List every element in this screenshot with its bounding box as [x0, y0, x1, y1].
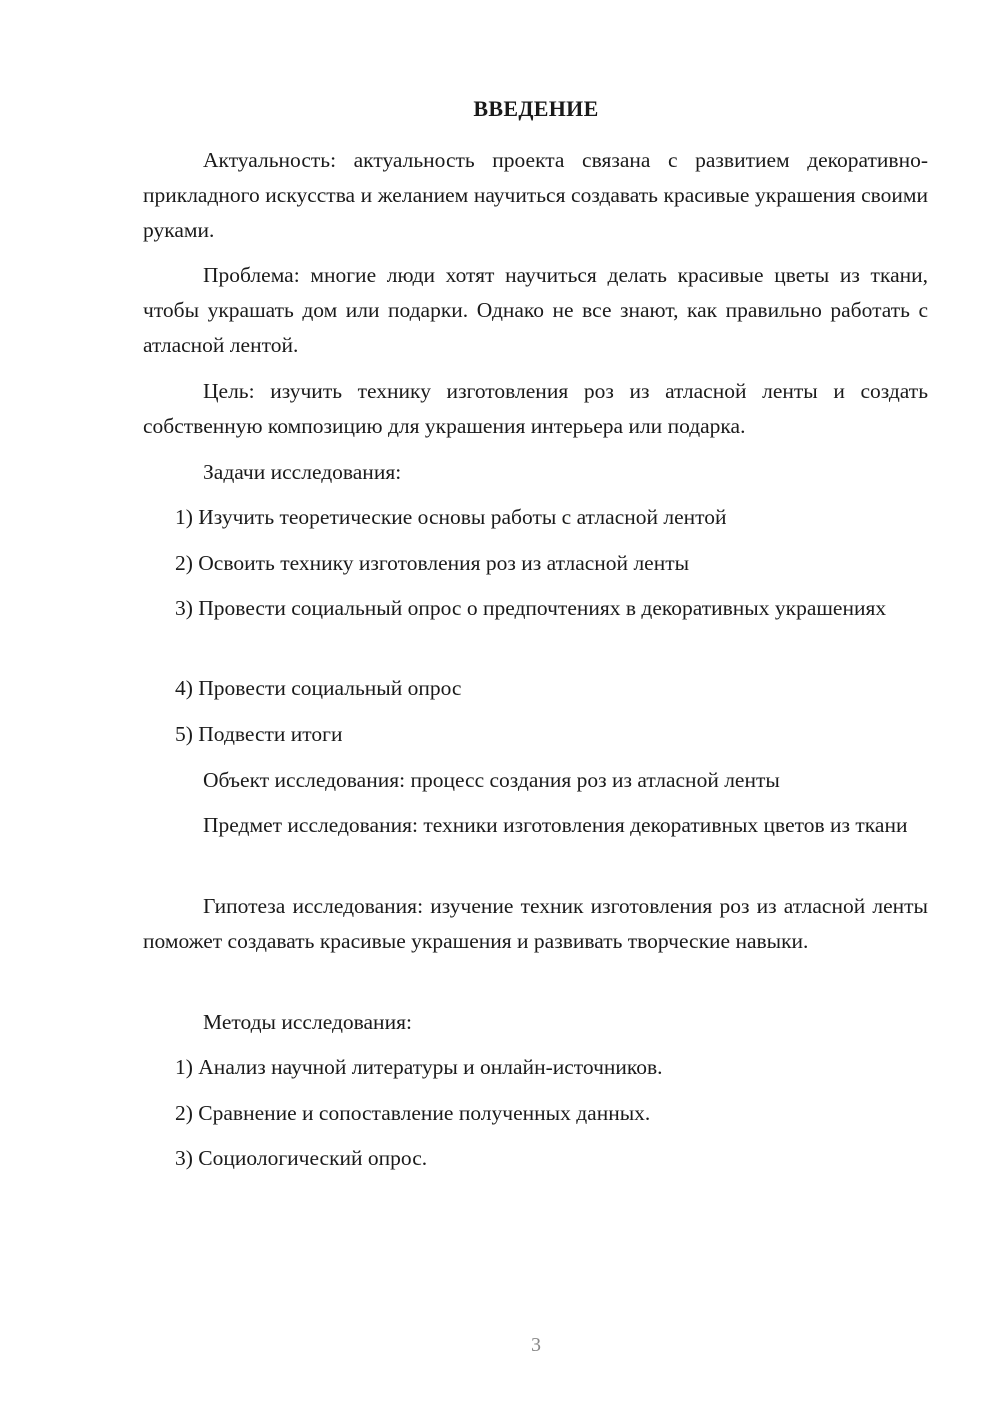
task-item: 1) Изучить теоретические основы работы с атласной лентой [175, 505, 727, 529]
method-item: 3) Социологический опрос. [175, 1146, 428, 1170]
method-item: 1) Анализ научной литературы и онлайн-источников. [175, 1055, 663, 1079]
task-item: 2) Освоить технику изготовления роз из атласной ленты [175, 551, 690, 575]
page-title: ВВЕДЕНИЕ [473, 96, 599, 121]
methods-heading: Методы исследования: [203, 1010, 412, 1034]
object-paragraph: Объект исследования: процесс создания роз из атласной ленты [203, 768, 780, 792]
task-item: 5) Подвести итоги [175, 722, 343, 746]
page-number: 3 [531, 1334, 541, 1356]
goal-paragraph: Цель: изучить технику изготовления роз из атласной ленты и создать собственную композицию для украшения интерьера или подарка. [143, 379, 928, 438]
tasks-heading: Задачи исследования: [203, 460, 402, 484]
relevance-paragraph: Актуальность: актуальность проекта связана с развитием декоративно-прикладного искусства и желанием научиться создавать красивые украшения своими руками. [143, 148, 928, 242]
task-item: 3) Провести социальный опрос о предпочтениях в декоративных украшениях [175, 596, 887, 620]
method-item: 2) Сравнение и сопоставление полученных данных. [175, 1101, 651, 1125]
problem-paragraph: Проблема: многие люди хотят научиться делать красивые цветы из ткани, чтобы украшать дом или подарки. Однако не все знают, как правильно работать с атласной лентой. [143, 263, 928, 357]
subject-paragraph: Предмет исследования: техники изготовления декоративных цветов из ткани [203, 813, 908, 837]
task-item: 4) Провести социальный опрос [175, 676, 462, 700]
hypothesis-paragraph: Гипотеза исследования: изучение техник изготовления роз из атласной ленты поможет создавать красивые украшения и развивать творческие навыки. [143, 894, 928, 953]
